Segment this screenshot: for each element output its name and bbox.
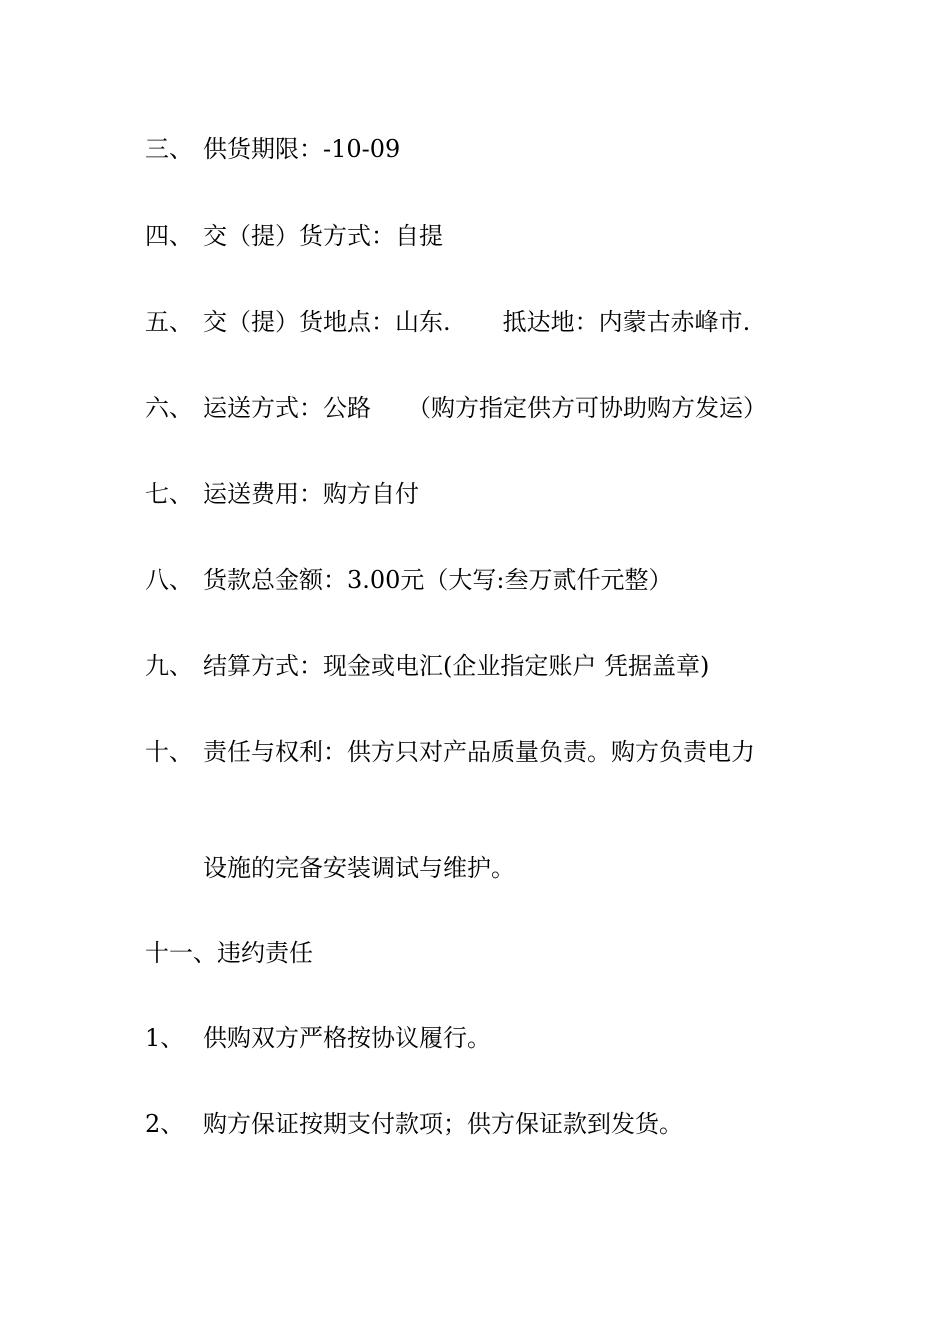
item-text: 运送费用：购方自付 (203, 480, 419, 508)
item-text (203, 393, 767, 423)
clause-text: 购方保证按期支付款项；供方保证款到发货。 (203, 1110, 683, 1138)
section-heading: 十一、违约责任 (145, 939, 313, 967)
clause-number: 1、 (145, 1024, 185, 1052)
transport-note: （购方指定供方可协助购方发运） (407, 394, 767, 422)
transport-mode: 运送方式：公路 (203, 394, 371, 422)
clause-text: 供购双方严格按协议履行。 (203, 1024, 491, 1052)
item-text: 供货期限：-10-09 (203, 135, 401, 163)
item-number: 三、 (145, 135, 193, 163)
clause-number: 2、 (145, 1110, 185, 1138)
item-text: 货款总金额：3.00元（大写:叁万贰仟元整） (203, 566, 673, 594)
item-number: 七、 (145, 480, 193, 508)
item-number: 六、 (145, 394, 193, 422)
item-number: 八、 (145, 566, 193, 594)
item-text: 责任与权利：供方只对产品质量负责。购方负责电力 (203, 738, 755, 766)
continuation-text: 设施的完备安装调试与维护。 (203, 854, 515, 882)
item-number: 四、 (145, 222, 193, 250)
item-text: 交（提）货方式：自提 (203, 222, 443, 250)
item-text: 结算方式：现金或电汇(企业指定账户 凭据盖章) (203, 652, 710, 680)
delivery-place: 交（提）货地点：山东. (203, 308, 451, 336)
item-number: 十、 (145, 738, 193, 766)
item-number: 五、 (145, 308, 193, 336)
destination: 抵达地：内蒙古赤峰市. (502, 308, 751, 336)
item-text (203, 307, 750, 337)
item-number: 九、 (145, 652, 193, 680)
